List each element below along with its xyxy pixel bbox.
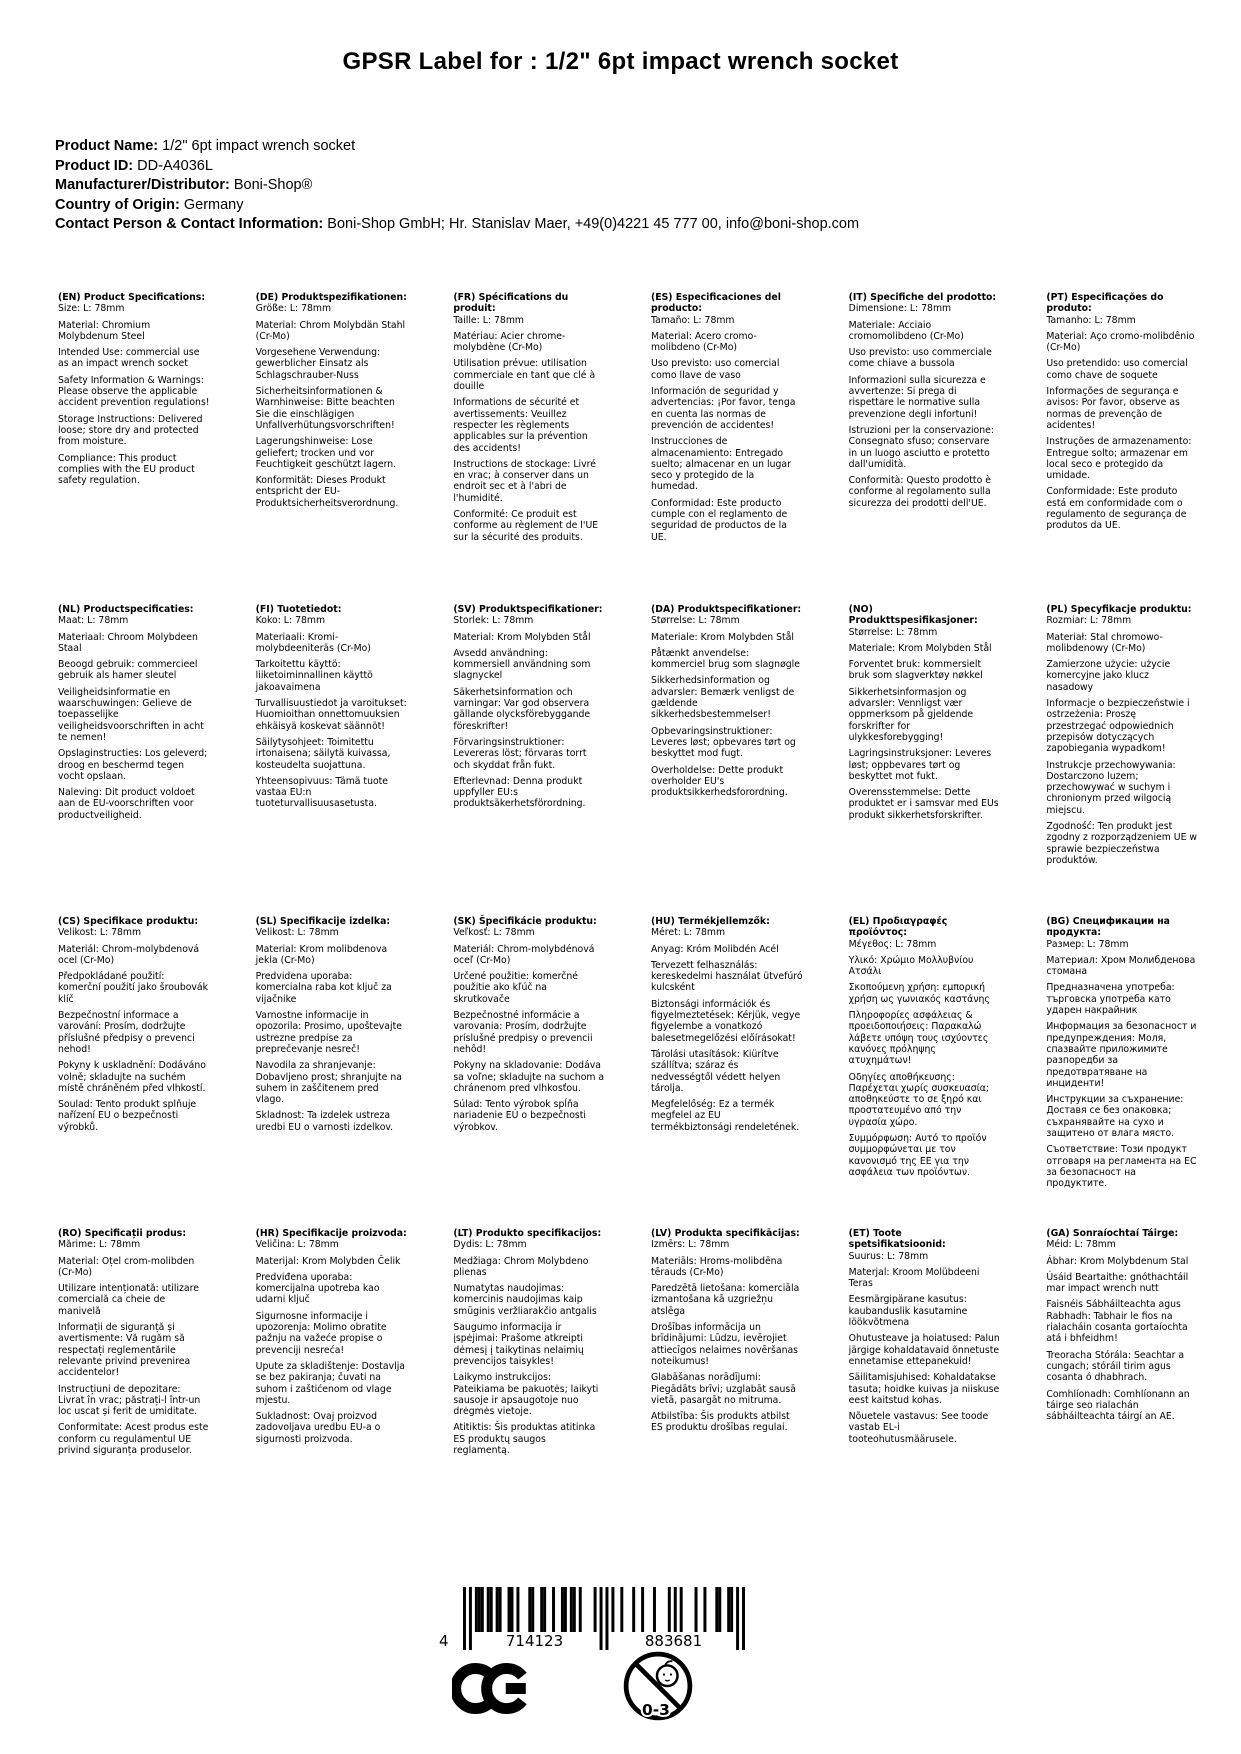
lang-block-title: (EN) Product Specifications:: [58, 292, 206, 303]
product-info-value: DD-A4036L: [133, 157, 213, 174]
spec-item: Conformidade: Este produto está em conformidade com o regulamento de segurança de produtos da UE.: [1046, 486, 1187, 532]
spec-item: Matériau: Acier chrome-molybdène (Cr-Mo): [453, 330, 566, 354]
barcode-digits-right: 883681: [611, 1632, 736, 1650]
lang-block-title: (LV) Produkta specifikācijas:: [651, 1228, 800, 1239]
lang-block-title: (FI) Tuotetiedot:: [255, 604, 342, 615]
spec-item: Πληροφορίες ασφάλειας & προειδοποιήσεις: Παρακαλώ λάβετε υπόψη τους ισχύοντες κανόνες πρόληψης ατυχημάτων!: [848, 1010, 989, 1067]
spec-item: Faisnéis Sábháilteachta agus Rabhadh: Tabhair le fios na rialacháin cosanta gortaíochta atá i bhfeidhm!: [1046, 1299, 1188, 1345]
spec-item: Úsáid Beartaithe: gnóthachtáil mar impact wrench nutt: [1046, 1271, 1189, 1295]
spec-item: Información de seguridad y advertencias: ¡Por favor, tenga en cuenta las normas de prevención de accidentes!: [651, 386, 796, 431]
spec-item: Storlek: L: 78mm: [453, 615, 534, 627]
spec-item: Lagerungshinweise: Lose geliefert; trocken und vor Feuchtigkeit geschützt lagern.: [255, 436, 397, 470]
lang-block-cs: [58, 916, 210, 1228]
lang-block-hr: [256, 1228, 408, 1540]
spec-item: Vorgesehene Verwendung: gewerblicher Einsatz als Schlagschrauber-Nuss: [255, 347, 381, 381]
ce-mark-icon: [452, 1660, 534, 1721]
lang-block-de: [256, 292, 408, 604]
lang-block-ga: [1046, 1228, 1198, 1540]
lang-block-title: (BG) Спецификации на продукта:: [1046, 916, 1170, 939]
spec-item: Opbevaringsinstruktioner: Leveres løst; opbevares tørt og beskyttet mod fugt.: [651, 725, 796, 760]
lang-block-en: [58, 292, 210, 604]
spec-item: Ohutusteave ja hoiatused: Palun järgige kohaldatavaid õnnetuste ennetamise ettepanekuid!: [848, 1333, 1000, 1367]
spec-item: Materiale: Acciaio cromomolibdeno (Cr-Mo): [848, 319, 964, 342]
spec-item: Συμμόρφωση: Αυτό το προϊόν συμμορφώνεται με τον κανονισμό της ΕΕ για την ασφάλεια των προϊόντων.: [848, 1133, 987, 1178]
spec-item: Størrelse: L: 78mm: [651, 615, 740, 627]
lang-block-fr: [453, 292, 605, 604]
spec-item: Zgodność: Ten produkt jest zgodny z rozporządzeniem UE w sprawie bezpieczeństwa produktów.: [1046, 821, 1198, 866]
spec-item: Velikost: L: 78mm: [255, 927, 339, 939]
spec-item: Materijal: Krom Molybden Čelik: [255, 1255, 401, 1267]
spec-item: Materiaali: Kromi-molybdeeniteräs (Cr-Mo): [255, 631, 371, 654]
spec-item: Utilisation prévue: utilisation commerciale en tant que clé à douille: [453, 358, 596, 393]
spec-item: Pokyny k uskladnění: Dodáváno volně; skladujte na suchém místě chráněném před vlhkostí.: [58, 1060, 206, 1094]
spec-item: Taille: L: 78mm: [453, 314, 524, 326]
spec-item: Velikost: L: 78mm: [58, 927, 142, 939]
product-info: [55, 137, 859, 235]
spec-item: Materiāls: Hroms-molibdēna tērauds (Cr-Mo): [651, 1255, 783, 1278]
spec-item: Tervezett felhasználás: kereskedelmi használat ütvefúró kulcsként: [651, 959, 803, 994]
spec-item: Tarkoitettu käyttö: liiketoiminnallinen käyttö jakoavaimena: [255, 659, 373, 693]
spec-item: Съответствие: Този продукт отговаря на регламента на ЕС за безопасност на продуктите.: [1046, 1144, 1197, 1190]
spec-item: Opslaginstructies: Los geleverd; droog en beschermd tegen vocht opslaan.: [58, 748, 208, 782]
spec-item: Materiaal: Chroom Molybdeen Staal: [58, 631, 198, 654]
product-info-row: [55, 176, 859, 196]
spec-item: Upute za skladištenje: Dostavlja se bez pakiranja; čuvati na suhom i zaštićenom od vlage mjestu.: [255, 1360, 405, 1406]
lang-block-bg: [1046, 916, 1198, 1228]
spec-item: Materiale: Krom Molybden Stål: [848, 642, 992, 654]
spec-item: Intended Use: commercial use as an impact wrench socket: [58, 347, 200, 370]
spec-item: Sukladnost: Ovaj proizvod zadovoljava uredbu EU-a o sigurnosti proizvoda.: [255, 1411, 381, 1445]
lang-block-title: (RO) Specificații produs:: [58, 1228, 187, 1239]
spec-item: Υλικό: Χρώμιο Μολλυβνίου Ατσάλι: [848, 954, 974, 978]
spec-item: Uso previsto: uso commerciale come chiave a bussola: [848, 347, 992, 370]
lang-block-es: [651, 292, 803, 604]
lang-block-title: (GA) Sonraíochtaí Táirge:: [1046, 1228, 1179, 1239]
lang-block-fi: [256, 604, 408, 916]
product-info-value: Germany: [179, 196, 244, 213]
lang-block-title: (IT) Specifiche del prodotto:: [848, 292, 997, 303]
lang-block-title: (PT) Especificações do produto:: [1046, 292, 1164, 315]
spec-item: Glabāšanas norādījumi: Piegādāts brīvi; uzglabāt sausā vietā, pasargāt no mitruma.: [651, 1372, 796, 1406]
spec-item: Σκοπούμενη χρήση: εμπορική χρήση ως γωνιακός καστάνης: [848, 982, 990, 1005]
spec-item: Instruções de armazenamento: Entregue solto; armazenar em local seco e protegido da umidade.: [1046, 436, 1192, 482]
spec-item: Lagringsinstruksjoner: Leveres løst; oppbevares tørt og beskyttet mot fukt.: [848, 748, 992, 782]
lang-block-nl: [58, 604, 210, 916]
spec-item: Eesmärgipärane kasutus: kaubanduslik kasutamine löökvõtmena: [848, 1294, 968, 1329]
spec-item: Beoogd gebruik: commercieel gebruik als hamer sleutel: [58, 659, 198, 682]
spec-item: Conformità: Questo prodotto è conforme al regolamento sulla sicurezza dei prodotti dell'UE.: [848, 475, 991, 509]
spec-item: Paredzētā lietošana: komerciāla izmantošana kā uzgriežņu atslēga: [651, 1283, 800, 1317]
spec-item: Naleving: Dit product voldoet aan de EU-voorschriften voor productveiligheid.: [58, 787, 195, 821]
lang-blocks-grid: [58, 292, 1198, 1540]
spec-item: Yhteensopivuus: Tämä tuote vastaa EU:n tuoteturvallisuusasetusta.: [255, 775, 389, 810]
spec-item: Bezpečnostní informace a varování: Prosím, dodržujte příslušné předpisy o prevenci nehod!: [58, 1010, 195, 1055]
spec-item: Soulad: Tento produkt splňuje nařízení EU o bezpečnosti výrobků.: [58, 1099, 197, 1133]
lang-block-lv: [651, 1228, 803, 1540]
spec-item: Drošības informācija un brīdinājumi: Lūdzu, ievērojiet attiecīgos nelaimes novēršanas noteikumus!: [651, 1322, 799, 1367]
spec-item: Οδηγίες αποθήκευσης: Παρέχεται χωρίς συσκευασία; αποθηκεύστε το σε ξηρό και προστατευμένο από την υγρασία χώρο.: [848, 1071, 990, 1128]
spec-item: Safety Information & Warnings: Please observe the applicable accident prevention regulations!: [58, 374, 210, 409]
spec-item: Overensstemmelse: Dette produktet er i samsvar med EUs produkt sikkerhetsforskrifter.: [848, 787, 999, 821]
spec-item: Material: Acero cromo-molibdeno (Cr-Mo): [651, 330, 757, 354]
spec-item: Tamaño: L: 78mm: [651, 314, 735, 326]
spec-item: Größe: L: 78mm: [255, 303, 332, 315]
product-info-value: 1/2" 6pt impact wrench socket: [158, 138, 356, 154]
spec-item: Materiał: Stal chromowo-molibdenowy (Cr-Mo): [1046, 631, 1163, 654]
lang-block-title: (DE) Produktspezifikationen:: [255, 292, 407, 303]
spec-item: Méid: L: 78mm: [1046, 1239, 1116, 1251]
spec-item: Material: Krom Molybden Stål: [453, 631, 591, 643]
spec-item: Instrucciones de almacenamiento: Entregado suelto; almacenar en un lugar seco y protegido de la humedad.: [651, 436, 791, 493]
spec-item: Uso previsto: uso comercial como llave de vaso: [651, 358, 780, 381]
spec-item: Storage Instructions: Delivered loose; store dry and protected from moisture.: [58, 413, 203, 448]
spec-item: Instrukcje przechowywania: Dostarczono luzem; przechowywać w suchym i chronionym przed wilgocią miejscu.: [1046, 759, 1176, 816]
spec-item: Conformidad: Este producto cumple con el reglamento de seguridad de productos de la UE.: [651, 497, 788, 543]
spec-item: Veiligheidsinformatie en waarschuwingen: Gelieve de toepasselijke veiligheidsvoorschriften in acht te nemen!: [58, 686, 204, 743]
spec-item: Sigurnosne informacije i upozorenja: Molimo obratite pažnju na važeće propise o prevenciji nesreća!: [255, 1310, 387, 1356]
spec-item: Instructions de stockage: Livré en vrac; à conserver dans un endroit sec et à l'abri de l'humidité.: [453, 458, 596, 504]
spec-item: Efterlevnad: Denna produkt uppfyller EU:s produktsäkerhetsförordning.: [453, 775, 586, 810]
spec-item: Rozmiar: L: 78mm: [1046, 615, 1132, 627]
lang-block-title: (NO) Produkttspesifikasjoner:: [848, 604, 978, 627]
spec-item: Informazioni sulla sicurezza e avvertenze: Si prega di rispettare le normative sulla prevenzione degli infortuni!: [848, 374, 986, 420]
spec-item: Conformitate: Acest produs este conform cu regulamentul UE privind siguranța produselor.: [58, 1422, 209, 1457]
product-info-row: [55, 215, 859, 235]
product-info-row: [55, 157, 859, 177]
spec-item: Материал: Хром Молибденова стомана: [1046, 954, 1196, 978]
spec-item: Konformität: Dieses Produkt entspricht der EU-Produktsicherheitsverordnung.: [255, 475, 399, 509]
spec-item: Súlad: Tento výrobok spĺňa nariadenie EÚ o bezpečnosti výrobkov.: [453, 1099, 586, 1133]
spec-item: Informacje o bezpieczeństwie i ostrzeżenia: Proszę przestrzegać odpowiednich przepisów dotyczących zapobiegania wypadkom!: [1046, 698, 1190, 755]
product-info-label: Product ID:: [55, 157, 134, 174]
lang-block-title: (CS) Specifikace produktu:: [58, 916, 199, 927]
spec-item: Atitiktis: Šis produktas atitinka ES produktų saugos reglamentą.: [453, 1422, 596, 1457]
spec-item: Turvallisuustiedot ja varoitukset: Huomioithan onnettomuuksien ehkäisyä koskevat säännöt!: [255, 698, 407, 732]
lang-block-pl: [1046, 604, 1198, 916]
spec-item: Laikymo instrukcijos: Pateikiama be pakuotės; laikyti sausoje ir apsaugotoje nuo drėgmės vietoje.: [453, 1372, 599, 1418]
spec-item: Mărime: L: 78mm: [58, 1239, 141, 1251]
spec-item: Material: Chromium Molybdenum Steel: [58, 319, 151, 342]
spec-item: Säilitamisjuhised: Kohaldatakse tasuta; hoidke kuivas ja niiskuse eest kaitstud kohas.: [848, 1372, 1000, 1406]
age-range-label: 0-3: [642, 1700, 670, 1719]
spec-item: Sicherheitsinformationen & Warnhinweise: Bitte beachten Sie die einschlägigen Unfallverhütungsvorschriften!: [255, 386, 395, 431]
spec-item: Dydis: L: 78mm: [453, 1239, 527, 1251]
spec-item: Informações de segurança e avisos: Por favor, observe as normas de prevenção de acidentes!: [1046, 386, 1180, 431]
lang-block-da: [651, 604, 803, 916]
lang-block-title: (HR) Specifikacije proizvoda:: [255, 1228, 407, 1239]
spec-item: Material: Oțel crom-molibden (Cr-Mo): [58, 1255, 195, 1278]
spec-item: Izmērs: L: 78mm: [651, 1239, 730, 1251]
spec-item: Materiál: Chrom-molybdenová ocel (Cr-Mo): [58, 943, 200, 966]
lang-block-title: (ET) Toote spetsifikatsioonid:: [848, 1228, 946, 1251]
spec-item: Biztonsági információk és figyelmeztetések: Kérjük, vegye figyelembe a vonatkozó balesetmegelőzési előírásokat!: [651, 998, 801, 1044]
product-info-label: Country of Origin:: [55, 196, 180, 213]
lang-block-sv: [453, 604, 605, 916]
spec-item: Koko: L: 78mm: [255, 615, 326, 627]
spec-item: Material: Chrom Molybdän Stahl (Cr-Mo): [255, 319, 406, 342]
lang-block-title: (DA) Produktspecifikationer:: [651, 604, 802, 615]
spec-item: Zamierzone użycie: użycie komercyjne jako klucz nasadowy: [1046, 659, 1171, 693]
spec-item: Size: L: 78mm: [58, 303, 125, 315]
spec-item: Méret: L: 78mm: [651, 927, 726, 939]
spec-item: Istruzioni per la conservazione: Consegnato sfuso; conservare in un luogo asciutto e protetto dall'umidità.: [848, 424, 994, 470]
spec-item: Compliance: This product complies with the EU product safety regulation.: [58, 452, 195, 487]
spec-item: Material: Krom molibdenova jekla (Cr-Mo): [255, 943, 388, 966]
spec-item: Comhlíonadh: Comhlíonann an táirge seo rialachán sábháilteachta táirgí an AE.: [1046, 1388, 1190, 1423]
lang-block-title: (SK) Špecifikácie produktu:: [453, 916, 597, 927]
spec-item: Μέγεθος: L: 78mm: [848, 938, 937, 950]
spec-item: Размер: L: 78mm: [1046, 938, 1129, 950]
lang-block-title: (PL) Specyfikacje produktu:: [1046, 604, 1192, 615]
spec-item: Instrucțiuni de depozitare: Livrat în vrac; păstrați-l într-un loc uscat și ferit de umiditate.: [58, 1383, 201, 1418]
spec-item: Treoracha Stórála: Seachtar a cungach; stóráil tirim agus cosanta ó dhabhrach.: [1046, 1349, 1185, 1384]
spec-item: Materiale: Krom Molybden Stål: [651, 631, 794, 643]
lang-block-hu: [651, 916, 803, 1228]
lang-block-el: [849, 916, 1001, 1228]
spec-item: Material: Aço cromo-molibdênio (Cr-Mo): [1046, 330, 1195, 354]
spec-item: Určené použitie: komerčné použitie ako kľúč na skrutkovače: [453, 971, 578, 1005]
spec-item: Sikkerhedsinformation og advarsler: Bemærk venligst de gældende sikkerhedsbestemmelser!: [651, 675, 795, 721]
lang-block-lt: [453, 1228, 605, 1540]
spec-item: Forventet bruk: kommersielt bruk som slagverktøy nøkkel: [848, 659, 983, 682]
spec-item: Informations de sécurité et avertissements: Veuillez respecter les règlements applicables sur la prévention des accidents!: [453, 397, 588, 454]
spec-item: Medžiaga: Chrom Molybdeno plienas: [453, 1255, 589, 1278]
spec-item: Informații de siguranță și avertismente: Vă rugăm să respectați reglementările relevante privind prevenirea accidentelor!: [58, 1322, 191, 1379]
barcode: [439, 1587, 745, 1669]
spec-item: Pokyny na skladovanie: Dodáva sa voľne; skladujte na suchom a chránenom pred vlhkosťou.: [453, 1060, 605, 1094]
lang-block-title: (EL) Προδιαγραφές προϊόντος:: [848, 916, 948, 939]
spec-item: Tamanho: L: 78mm: [1046, 314, 1136, 326]
spec-item: Uso pretendido: uso comercial como chave de soquete: [1046, 358, 1188, 381]
product-info-label: Product Name:: [55, 138, 159, 154]
lang-block-sk: [453, 916, 605, 1228]
product-info-value: Boni-Shop®: [229, 177, 313, 193]
spec-item: Veľkosť: L: 78mm: [453, 927, 535, 939]
lang-block-title: (ES) Especificaciones del producto:: [651, 292, 781, 315]
spec-item: Predvidena uporaba: komercialna raba kot ključ za vijačnike: [255, 971, 392, 1005]
spec-item: Veličina: L: 78mm: [255, 1239, 339, 1251]
page-title: GPSR Label for : 1/2" 6pt impact wrench socket: [342, 48, 899, 75]
lang-block-no: [849, 604, 1001, 916]
spec-item: Säilytysohjeet: Toimitettu irtonaisena; säilytä kuivassa, kosteudelta suojattuna.: [255, 736, 391, 771]
spec-item: Megfelelőség: Ez a termék megfelel az EU termékbiztonsági rendeletének.: [651, 1099, 800, 1133]
spec-item: Инструкции за съхранение: Доставя се без опаковка; съхранявайте на сухо и защитено от влага място.: [1046, 1094, 1184, 1140]
spec-item: Påtænkt anvendelse: kommerciel brug som slagnøgle: [651, 647, 800, 671]
spec-item: Bezpečnostné informácie a varovania: Prosím, dodržujte príslušné predpisy o prevencii nehôd!: [453, 1010, 593, 1055]
product-info-value: Boni-Shop GmbH; Hr. Stanislav Maer, +49(0)4221 45 777 00, info@boni-shop.com: [323, 216, 860, 232]
spec-item: Materiál: Chrom-molybdénová oceľ (Cr-Mo): [453, 943, 595, 966]
spec-item: Varnostne informacije in opozorila: Prosimo, upoštevajte ustrezne predpise za preprečevanje nesreč!: [255, 1010, 402, 1055]
lang-block-it: [849, 292, 1001, 604]
spec-item: Предназначена употреба: търговска употреба като ударен накрайник: [1046, 982, 1175, 1017]
lang-block-title: (NL) Productspecificaties:: [58, 604, 194, 615]
lang-block-title: (LT) Produkto specifikacijos:: [453, 1228, 602, 1239]
age-warning-icon: [622, 1650, 694, 1726]
spec-item: Maat: L: 78mm: [58, 615, 129, 627]
product-info-row: [55, 196, 859, 216]
spec-item: Информация за безопасност и предупреждения: Моля, спазвайте приложимите разпоредби за предотвратяване на инциденти!: [1046, 1021, 1197, 1089]
spec-item: Předpokládané použití: komerční použití jako šroubovák klíč: [58, 971, 208, 1005]
spec-item: Materjal: Kroom Molübdeeni Teras: [848, 1266, 980, 1290]
lang-block-title: (FR) Spécifications du produit:: [453, 292, 569, 315]
spec-item: Overholdelse: Dette produkt overholder EU's produktsikkerhedsforordning.: [651, 764, 788, 799]
spec-item: Anyag: Króm Molibdén Acél: [651, 943, 779, 955]
spec-item: Suurus: L: 78mm: [848, 1250, 929, 1262]
spec-item: Predviđena uporaba: komercijalna upotreba kao udarni ključ: [255, 1271, 380, 1306]
lang-block-title: (SV) Produktspecifikationer:: [453, 604, 603, 615]
spec-item: Conformité: Ce produit est conforme au règlement de l'UE sur la sécurité des produits.: [453, 509, 599, 543]
lang-block-title: (HU) Termékjellemzők:: [651, 916, 770, 927]
product-info-label: Manufacturer/Distributor:: [55, 177, 230, 193]
spec-item: Utilizare intenționată: utilizare comercială ca cheie de manivelă: [58, 1283, 199, 1317]
spec-item: Navodila za shranjevanje: Dobavljeno prost; shranjujte na suhem in zaščitenem pred vlago.: [255, 1060, 402, 1106]
spec-item: Atbilstība: Šis produkts atbilst ES produktu drošības regulai.: [651, 1411, 790, 1434]
spec-item: Numatytas naudojimas: komercinis naudojimas kaip smūginis veržliarakčio antgalis: [453, 1283, 597, 1317]
lang-block-title: (SL) Specifikacije izdelka:: [255, 916, 391, 927]
lang-block-ro: [58, 1228, 210, 1540]
spec-item: Tárolási utasítások: Kiürítve szállítva; száraz és nedvességtől védett helyen tárolja.: [651, 1048, 781, 1094]
barcode-digits-left: 714123: [472, 1632, 597, 1650]
spec-item: Sikkerhetsinformasjon og advarsler: Vennligst vær oppmerksom på gjeldende forskrifter for ulykkesforebygging!: [848, 686, 974, 743]
lang-block-pt: [1046, 292, 1198, 604]
lang-block-et: [849, 1228, 1001, 1540]
spec-item: Skladnost: Ta izdelek ustreza uredbi EU o varnosti izdelkov.: [255, 1110, 394, 1133]
barcode-digit-prefix: 4: [439, 1632, 449, 1650]
spec-item: Størrelse: L: 78mm: [848, 626, 938, 638]
product-info-row: [55, 137, 859, 157]
spec-item: Säkerhetsinformation och varningar: Var god observera gällande olycksförebyggande föreskrifter!: [453, 686, 591, 732]
spec-item: Dimensione: L: 78mm: [848, 303, 952, 315]
spec-item: Förvaringsinstruktioner: Levereras löst; förvaras torrt och skyddat från fukt.: [453, 736, 587, 771]
spec-item: Avsedd användning: kommersiell användning som slagnyckel: [453, 647, 591, 682]
product-info-label: Contact Person & Contact Information:: [55, 216, 324, 232]
spec-item: Nõuetele vastavus: See toode vastab EL-i tooteohutusmäärusele.: [848, 1411, 989, 1445]
lang-block-sl: [256, 916, 408, 1228]
spec-item: Saugumo informacija ir įspėjimai: Prašome atkreipti dėmesį į taikytinas nelaimių prevencijos taisykles!: [453, 1322, 584, 1367]
spec-item: Ábhar: Krom Molybdenum Stal: [1046, 1255, 1189, 1267]
